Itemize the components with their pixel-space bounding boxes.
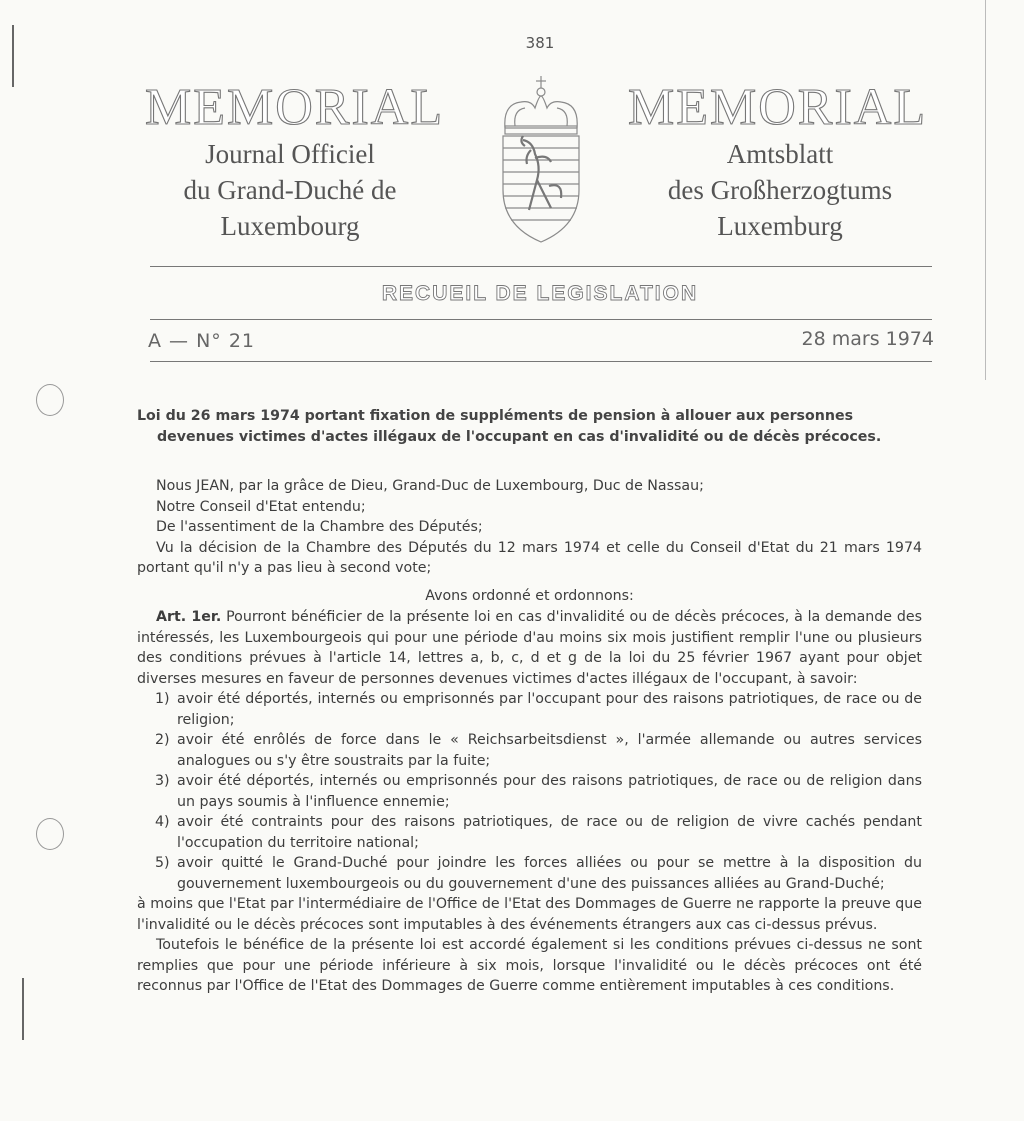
- masthead-subtitle-left: Journal Officiel du Grand-Duché de Luxembourg: [183, 139, 397, 241]
- article-label: Art. 1er.: [156, 609, 222, 625]
- issue-date: 28 mars 1974: [801, 328, 934, 350]
- header-rule-top: [150, 266, 932, 267]
- header-rule-middle: [150, 319, 932, 320]
- masthead-subtitle-right: Amtsblatt des Großherzogtums Luxemburg: [667, 139, 893, 241]
- closing-paragraph: à moins que l'Etat par l'intermédiaire de l'Office de l'Etat des Dommages de Guerre ne rapporte la preuve que l'invalidité ou le décès précoces sont imputables à des événements étrangers aux cas ci-dessus prévus.: [137, 896, 922, 933]
- closing-paragraph: Toutefois le bénéfice de la présente loi est accordé également si les conditions prévues ci-dessus ne sont remplies que pour une période inférieure à six mois, lorsque l'invalidité ou le décès précoces ont été reconnus par l'Office de l'Etat des Dommages de Guerre comme entièrement imputables à ces conditions.: [137, 937, 922, 994]
- page-number: 381: [525, 34, 555, 52]
- list-item: 5) avoir quitté le Grand-Duché pour joindre les forces alliées ou pour se mettre à la disposition du gouvernement luxembourgeois ou du gouvernement d'une des puissances alliées au Grand-Duché;: [155, 855, 922, 892]
- preamble-line: De l'assentiment de la Chambre des Députés;: [156, 519, 483, 535]
- header-rule-bottom: [150, 361, 932, 362]
- list-item: 1) avoir été déportés, internés ou emprisonnés par l'occupant pour des raisons patriotiques, de race ou de religion;: [155, 691, 922, 728]
- law-title: Loi du 26 mars 1974 portant fixation de suppléments de pension à allouer aux personnes devenues victimes d'actes illégaux de l'occupant en cas d'invalidité ou de décès précoces.: [137, 408, 882, 445]
- margin-mark: [22, 978, 24, 1040]
- conditions-list: [137, 689, 922, 894]
- section-title: RECUEIL DE LEGISLATION: [381, 282, 699, 305]
- list-item: 3) avoir été déportés, internés ou emprisonnés pour des raisons patriotiques, de race ou de religion dans un pays soumis à l'influence ennemie;: [155, 773, 922, 810]
- issue-number: A — N° 21: [148, 330, 256, 352]
- scan-edge: [985, 0, 986, 380]
- luxembourg-coat-of-arms-icon: [495, 70, 587, 250]
- article-1: [137, 607, 922, 689]
- decree-formula: Avons ordonné et ordonnons:: [425, 587, 634, 604]
- list-item: 2) avoir été enrôlés de force dans le « Reichsarbeitsdienst », l'armée allemande ou autres services analogues ou s'y être soustraits par la fuite;: [155, 732, 922, 769]
- punch-hole: [36, 384, 64, 416]
- masthead-title-left: MEMORIAL: [145, 79, 445, 136]
- preamble-line: Nous JEAN, par la grâce de Dieu, Grand-Duc de Luxembourg, Duc de Nassau;: [156, 478, 704, 494]
- preamble-line: Notre Conseil d'Etat entendu;: [156, 498, 366, 515]
- preamble-line: Vu la décision de la Chambre des Députés du 12 mars 1974 et celle du Conseil d'Etat du 21 mars 1974 portant qu'il n'y a pas lieu à second vote;: [137, 539, 922, 576]
- law-body: [137, 476, 922, 997]
- article-text: Pourront bénéficier de la présente loi en cas d'invalidité ou de décès précoces, à la demande des intéressés, les Luxembourgeois qui pour une période d'au moins six mois justifient remplir l'une ou plusieurs des conditions prévues à l'article 14, lettres a, b, c, d et g de la loi du 25 février 1967 ayant pour objet diverses mesures en faveur de personnes devenues victimes d'actes illégaux de l'occupant, à savoir:: [137, 609, 922, 687]
- punch-hole: [36, 818, 64, 850]
- list-item: 4) avoir été contraints pour des raisons patriotiques, de race ou de religion de vivre cachés pendant l'occupation du territoire national;: [155, 814, 922, 851]
- masthead-title-right: MEMORIAL: [628, 79, 928, 136]
